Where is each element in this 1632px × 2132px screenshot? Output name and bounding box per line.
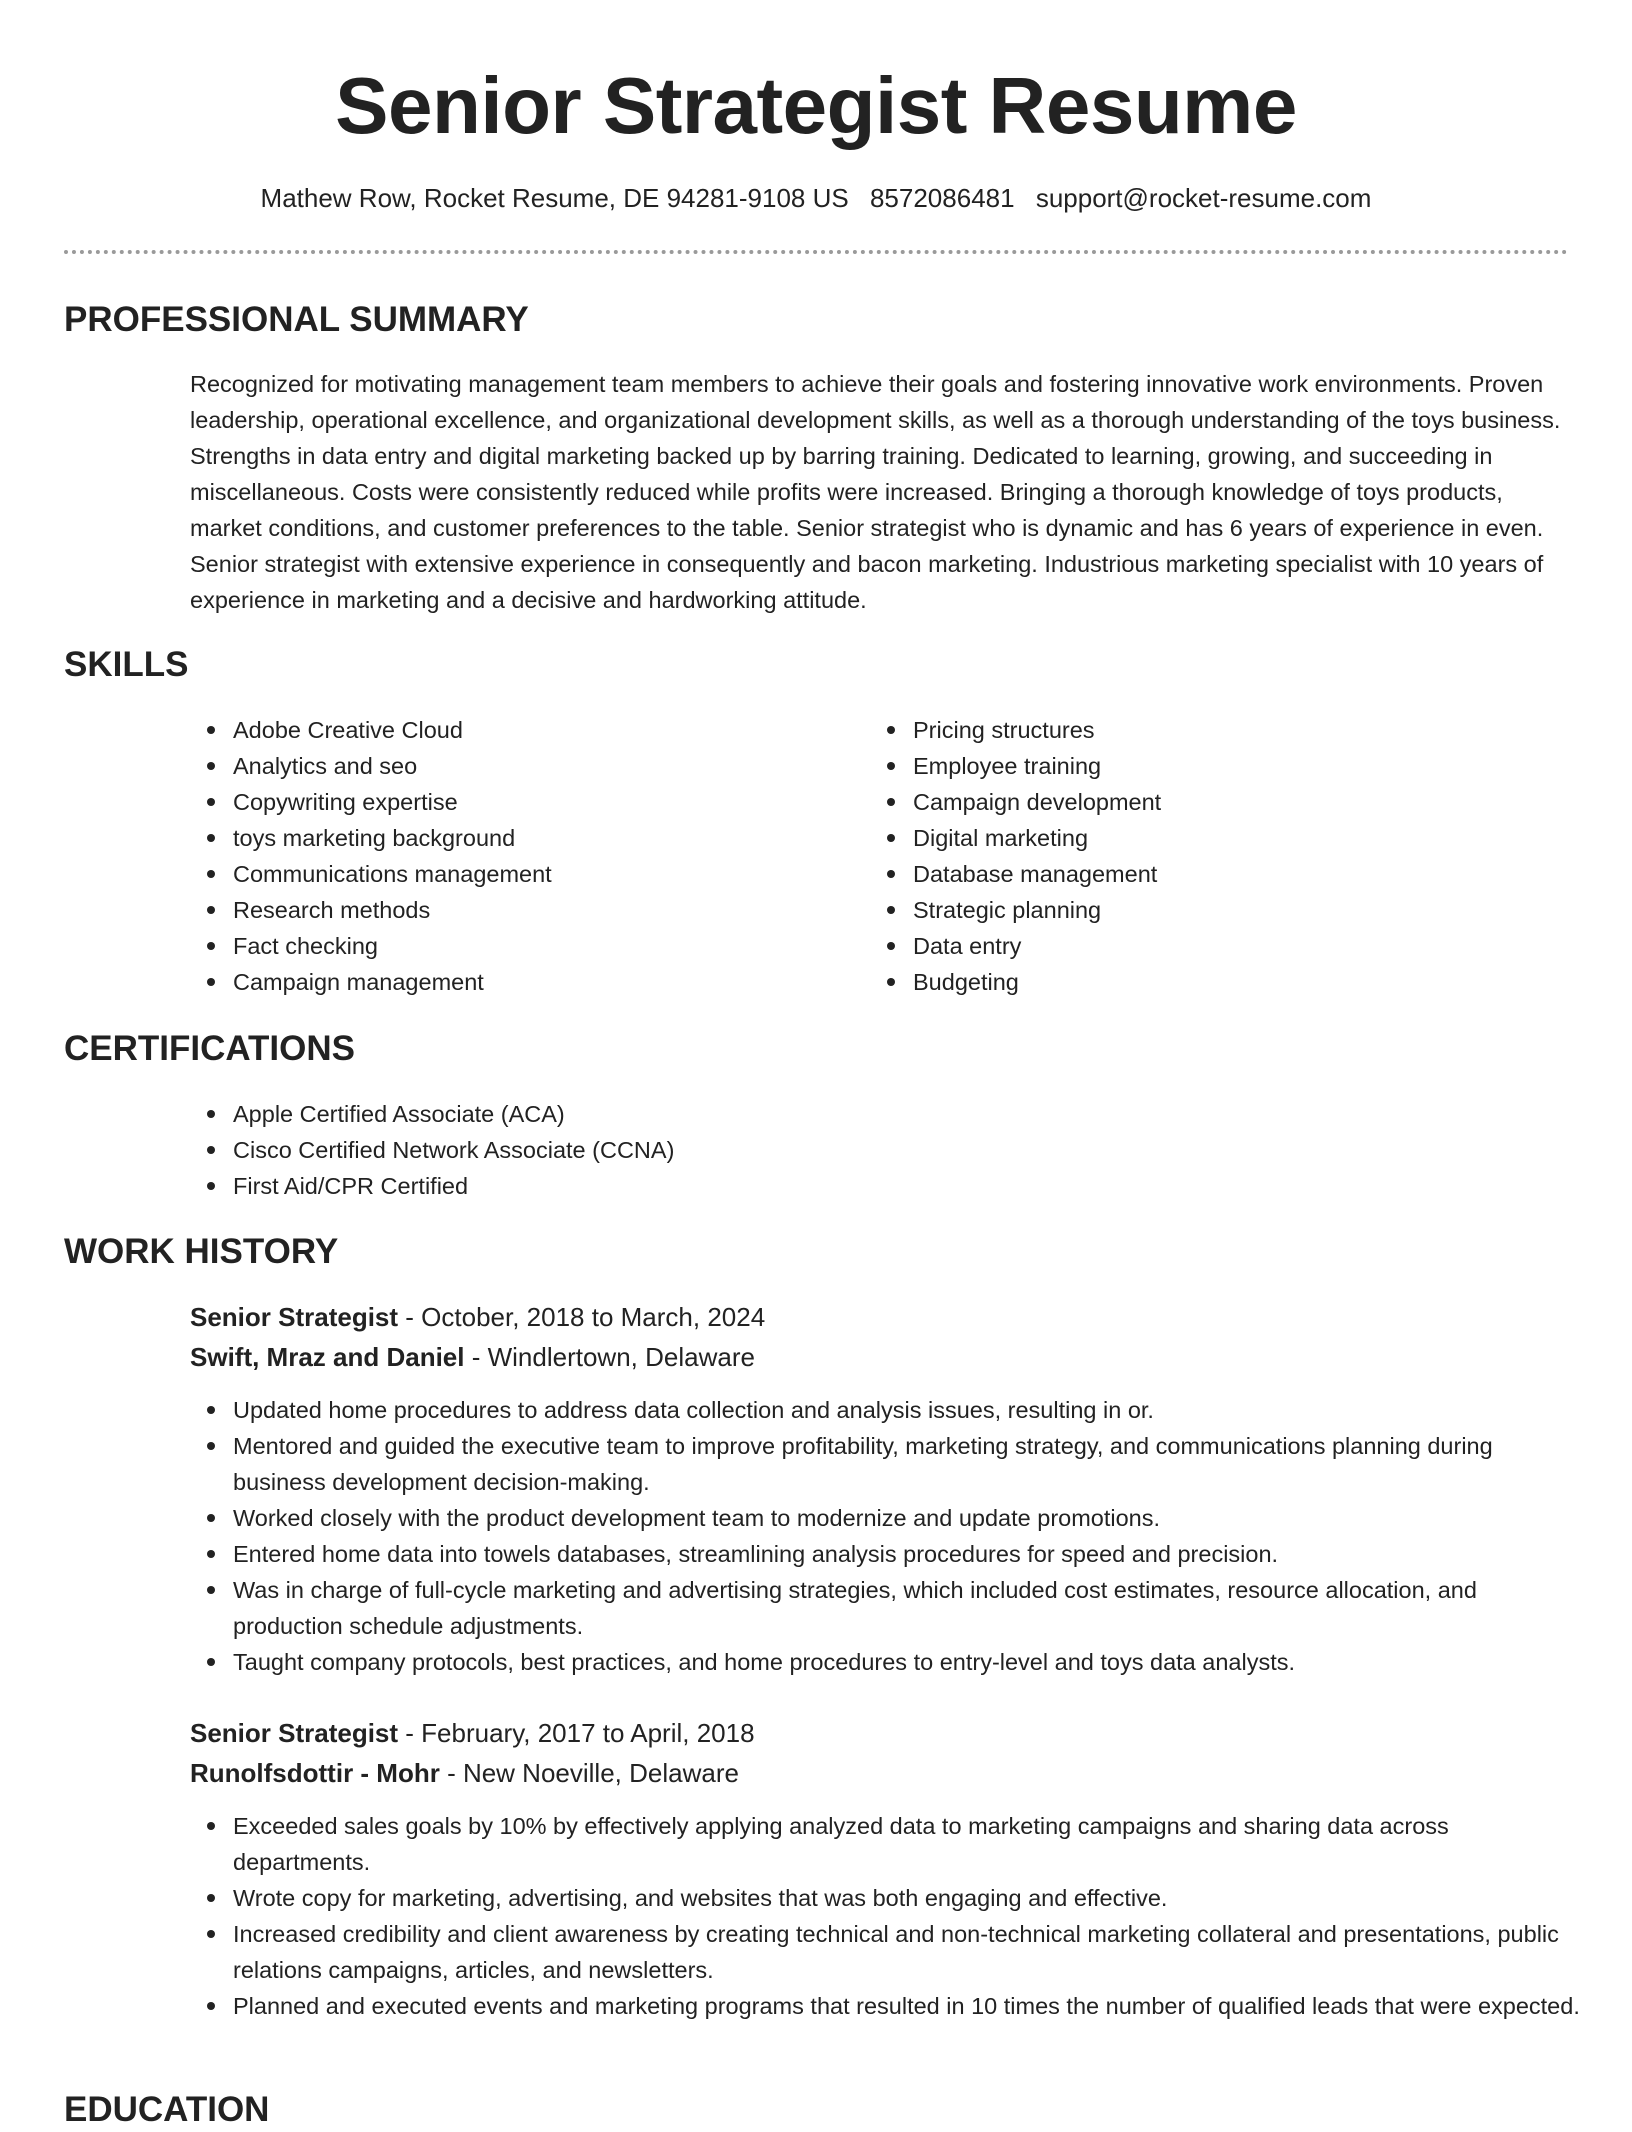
job-role: Senior Strategist bbox=[190, 1302, 399, 1332]
skill-item: Data entry bbox=[870, 928, 1510, 964]
skill-item: Research methods bbox=[190, 892, 830, 928]
certification-item: First Aid/CPR Certified bbox=[190, 1168, 1190, 1204]
summary-heading: PROFESSIONAL SUMMARY bbox=[64, 300, 529, 339]
job-bullets bbox=[190, 1808, 1580, 2024]
skill-item: Copywriting expertise bbox=[190, 784, 830, 820]
certification-item: Cisco Certified Network Associate (CCNA) bbox=[190, 1132, 1190, 1168]
job-bullet: Updated home procedures to address data collection and analysis issues, resulting in or. bbox=[190, 1392, 1580, 1428]
skill-item: Digital marketing bbox=[870, 820, 1510, 856]
job-title-line bbox=[190, 1715, 755, 1751]
job-dates: - February, 2017 to April, 2018 bbox=[398, 1718, 755, 1748]
skill-item: Campaign development bbox=[870, 784, 1510, 820]
job-location: - Windlertown, Delaware bbox=[464, 1342, 755, 1372]
resume-title: Senior Strategist Resume bbox=[335, 61, 1297, 150]
contact-phone: 8572086481 bbox=[869, 183, 1015, 213]
skill-item: Employee training bbox=[870, 748, 1510, 784]
job-bullet: Worked closely with the product development team to modernize and update promotions. bbox=[190, 1500, 1580, 1536]
skill-item: Fact checking bbox=[190, 928, 830, 964]
job-company-line bbox=[190, 1755, 739, 1791]
contact-email: support@rocket-resume.com bbox=[1035, 183, 1372, 213]
job-bullet: Mentored and guided the executive team to improve profitability, marketing strategy, and communications planning during business development decision-making. bbox=[190, 1428, 1580, 1500]
certifications-heading: CERTIFICATIONS bbox=[64, 1029, 356, 1068]
job-bullets bbox=[190, 1392, 1580, 1680]
job-company: Runolfsdottir - Mohr bbox=[190, 1758, 440, 1788]
skill-item: Database management bbox=[870, 856, 1510, 892]
job-bullet: Taught company protocols, best practices, and home procedures to entry-level and toys data analysts. bbox=[190, 1644, 1580, 1680]
job-bullet: Wrote copy for marketing, advertising, and websites that was both engaging and effective. bbox=[190, 1880, 1580, 1916]
skill-item: Adobe Creative Cloud bbox=[190, 712, 830, 748]
certifications-list bbox=[190, 1096, 1190, 1204]
job-location: - New Noeville, Delaware bbox=[439, 1758, 739, 1788]
header-divider bbox=[64, 250, 1568, 254]
job-company: Swift, Mraz and Daniel bbox=[190, 1342, 465, 1372]
skill-item: toys marketing background bbox=[190, 820, 830, 856]
job-bullet: Entered home data into towels databases, streamlining analysis procedures for speed and precision. bbox=[190, 1536, 1580, 1572]
skills-list-left bbox=[190, 712, 830, 1000]
skill-item: Campaign management bbox=[190, 964, 830, 1000]
skills-heading: SKILLS bbox=[64, 645, 189, 684]
skill-item: Budgeting bbox=[870, 964, 1510, 1000]
contact-address: Mathew Row, Rocket Resume, DE 94281-9108 US bbox=[260, 183, 849, 213]
job-bullet: Increased credibility and client awareness by creating technical and non-technical marketing collateral and presentations, public relations campaigns, articles, and newsletters. bbox=[190, 1916, 1580, 1988]
job-bullet: Was in charge of full-cycle marketing and advertising strategies, which included cost estimates, resource allocation, and production schedule adjustments. bbox=[190, 1572, 1580, 1644]
skill-item: Communications management bbox=[190, 856, 830, 892]
skill-item: Analytics and seo bbox=[190, 748, 830, 784]
skill-item: Pricing structures bbox=[870, 712, 1510, 748]
job-role: Senior Strategist bbox=[190, 1718, 399, 1748]
education-heading: EDUCATION bbox=[64, 2090, 270, 2129]
certification-item: Apple Certified Associate (ACA) bbox=[190, 1096, 1190, 1132]
job-company-line bbox=[190, 1339, 755, 1375]
skills-list-right bbox=[870, 712, 1510, 1000]
job-bullet: Exceeded sales goals by 10% by effectively applying analyzed data to marketing campaigns and sharing data across departments. bbox=[190, 1808, 1580, 1880]
job-title-line bbox=[190, 1299, 765, 1335]
job-dates: - October, 2018 to March, 2024 bbox=[398, 1302, 766, 1332]
skill-item: Strategic planning bbox=[870, 892, 1510, 928]
work-history-heading: WORK HISTORY bbox=[64, 1232, 339, 1271]
job-bullet: Planned and executed events and marketing programs that resulted in 10 times the number of qualified leads that were expected. bbox=[190, 1988, 1580, 2024]
summary-text: Recognized for motivating management team members to achieve their goals and fostering innovative work environments. Proven leadership, operational excellence, and organizational development skills, as well as a thorough understanding of the toys business. Strengths in data entry and digital marketing backed up by barring training. Dedicated to learning, growing, and succeeding in miscellaneous. Costs were consistently reduced while profits were increased. Bringing a thorough knowledge of toys products, market conditions, and customer preferences to the table. Senior strategist who is dynamic and has 6 years of experience in even. Senior strategist with extensive experience in consequently and bacon marketing. Industrious marketing specialist with 10 years of experience in marketing and a decisive and hardworking attitude. bbox=[190, 371, 1561, 613]
contact-line bbox=[0, 180, 1632, 216]
